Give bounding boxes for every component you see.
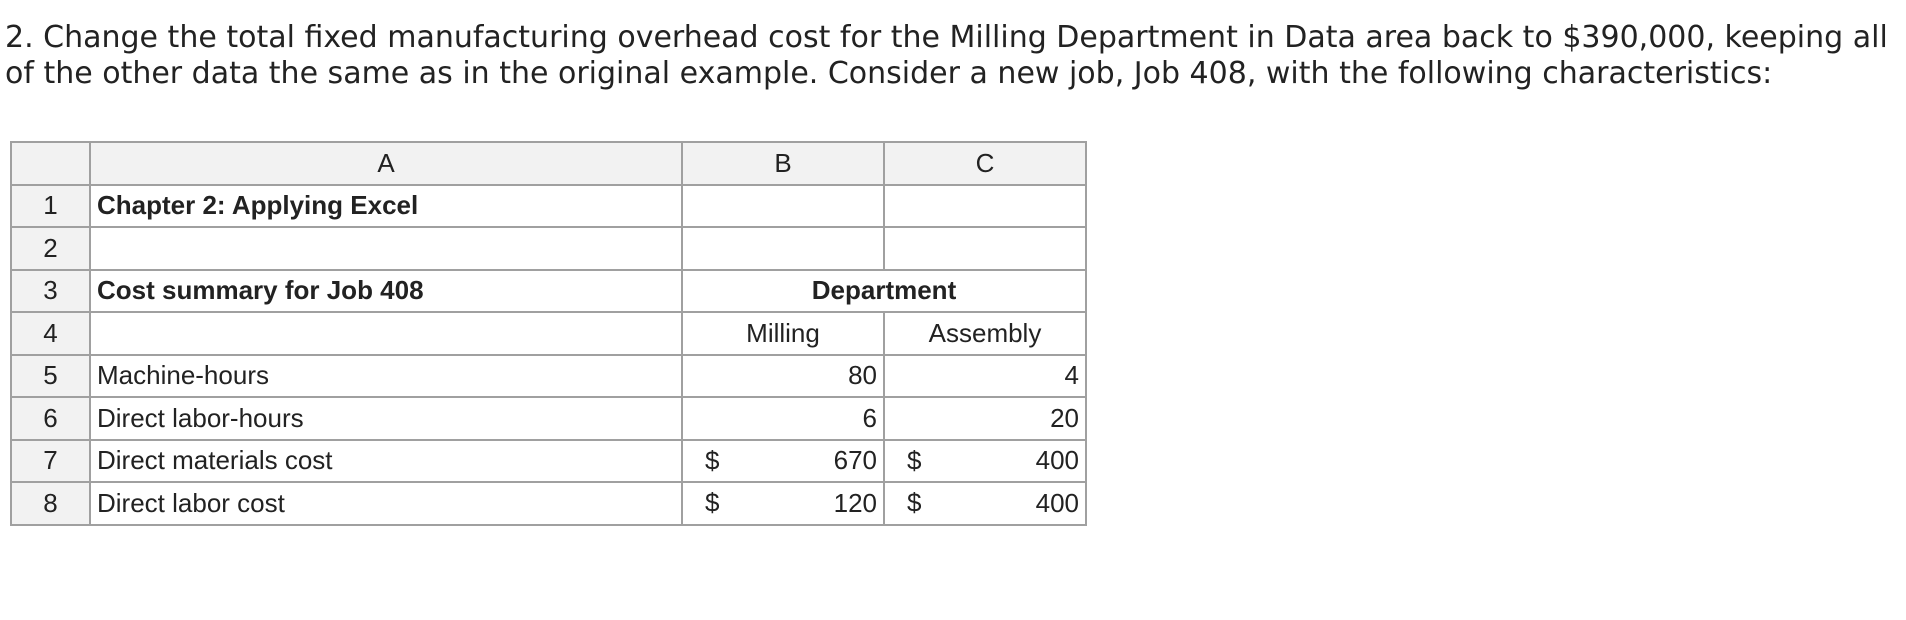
cell-b2[interactable]	[682, 227, 884, 270]
cell-c7[interactable]	[884, 440, 1086, 483]
cell-a8[interactable]: Direct labor cost	[90, 482, 682, 525]
column-header-c[interactable]: C	[884, 142, 1086, 185]
cell-a7[interactable]: Direct materials cost	[90, 440, 682, 483]
cell-c8[interactable]	[884, 482, 1086, 525]
cell-value: 670	[833, 445, 877, 476]
cell-c6[interactable]	[884, 397, 1086, 440]
cell-value: 20	[1050, 402, 1079, 433]
row-header[interactable]: 7	[11, 440, 90, 483]
row-header[interactable]: 1	[11, 185, 90, 228]
cell-a2[interactable]	[90, 227, 682, 270]
cell-value: 400	[1035, 445, 1079, 476]
cell-a3[interactable]: Cost summary for Job 408	[90, 270, 682, 313]
cell-b8[interactable]	[682, 482, 884, 525]
cell-b4[interactable]: Milling	[682, 312, 884, 355]
row-header[interactable]: 6	[11, 397, 90, 440]
cell-value: 6	[862, 402, 877, 433]
column-header-a[interactable]: A	[90, 142, 682, 185]
table-row	[11, 355, 1086, 398]
cell-c2[interactable]	[884, 227, 1086, 270]
cell-b5[interactable]	[682, 355, 884, 398]
cell-value: 80	[848, 360, 877, 391]
cell-b7[interactable]	[682, 440, 884, 483]
cell-a1[interactable]: Chapter 2: Applying Excel	[90, 185, 682, 228]
cell-b1[interactable]	[682, 185, 884, 228]
table-row	[11, 270, 1086, 313]
row-header[interactable]: 2	[11, 227, 90, 270]
cell-b3-merged[interactable]: Department	[682, 270, 1086, 313]
row-header[interactable]: 4	[11, 312, 90, 355]
cell-value: 120	[833, 487, 877, 518]
table-row	[11, 227, 1086, 270]
corner-cell[interactable]	[11, 142, 90, 185]
row-header[interactable]: 5	[11, 355, 90, 398]
cell-a5[interactable]: Machine-hours	[90, 355, 682, 398]
row-header[interactable]: 3	[11, 270, 90, 313]
currency-symbol: $	[907, 487, 922, 518]
table-row	[11, 312, 1086, 355]
cell-b6[interactable]	[682, 397, 884, 440]
cell-a4[interactable]	[90, 312, 682, 355]
cell-c5[interactable]	[884, 355, 1086, 398]
table-row	[11, 482, 1086, 525]
currency-symbol: $	[705, 445, 720, 476]
row-header[interactable]: 8	[11, 482, 90, 525]
currency-symbol: $	[705, 487, 720, 518]
column-header-b[interactable]: B	[682, 142, 884, 185]
table-row	[11, 185, 1086, 228]
cell-value: 4	[1064, 360, 1079, 391]
cell-value: 400	[1035, 487, 1079, 518]
cell-c4[interactable]: Assembly	[884, 312, 1086, 355]
column-header-row	[11, 142, 1086, 185]
table-row	[11, 440, 1086, 483]
currency-symbol: $	[907, 445, 922, 476]
cell-a6[interactable]: Direct labor-hours	[90, 397, 682, 440]
table-row	[11, 397, 1086, 440]
question-text: 2. Change the total fixed manufacturing overhead cost for the Milling Department in Data area back to $390,000, keeping all of the other data the same as in the original example. Consider a new job, Job 408, with the following characteristics:	[5, 20, 1888, 91]
spreadsheet	[10, 141, 1087, 526]
cell-c1[interactable]	[884, 185, 1086, 228]
